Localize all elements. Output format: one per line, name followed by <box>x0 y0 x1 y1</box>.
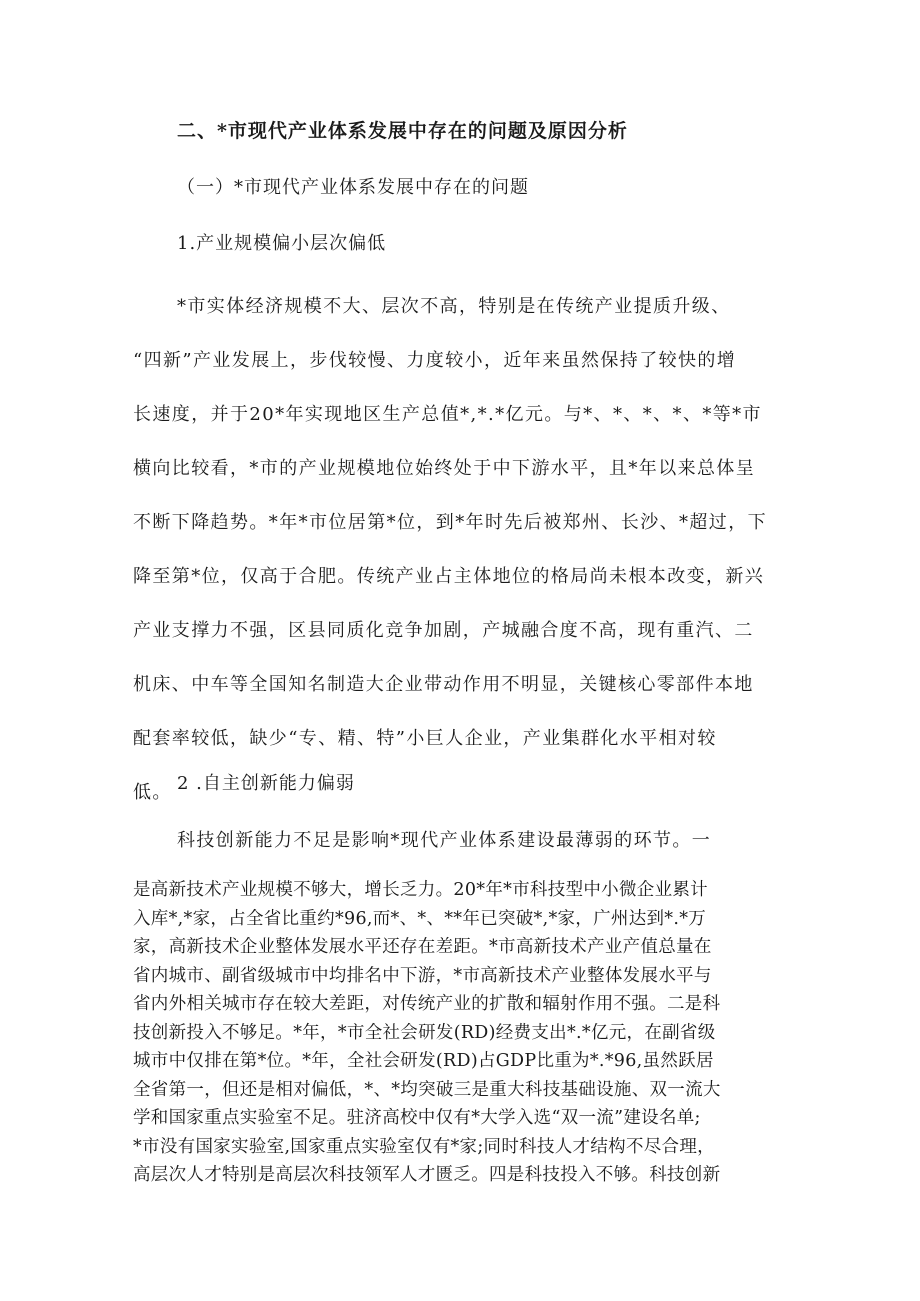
paragraph-line: 入库*,*家，占全省比重约*96,而*、*、**年已突破*,*家，广州达到*.*万 <box>133 908 707 929</box>
paragraph-line: 低。 <box>133 782 172 803</box>
paragraph-line: 全省第一，但还是相对偏低，*、*均突破三是重大科技基础设施、双一流大 <box>133 1079 721 1100</box>
paragraph-line: 产业支撑力不强，区县同质化竞争加剧，产城融合度不高，现有重汽、二 <box>133 620 754 641</box>
item-2-first-line: 科技创新能力不足是影响*现代产业体系建设最薄弱的环节。一 <box>177 830 712 851</box>
paragraph-line: 不断下降趋势。*年*市位居第*位，到*年时先后被郑州、长沙、*超过，下 <box>133 512 767 533</box>
item-1-paragraph <box>133 280 793 820</box>
paragraph-line: 是高新技术产业规模不够大，增长乏力。20*年*市科技型中小微企业累计 <box>133 880 708 900</box>
paragraph-line: 省内外相关城市存在较大差距，对传统产业的扩散和辐射作用不强。二是科 <box>133 994 721 1014</box>
paragraph-line: 学和国家重点实验室不足。驻济高校中仅有*大学入选“双一流”建设名单; <box>133 1108 701 1128</box>
paragraph-line: 城市中仅排在第*位。*年，全社会研发(RD)占GDP比重为*.*96,虽然跃居 <box>133 1051 714 1071</box>
paragraph-line: 省内城市、副省级城市中均排名中下游，*市高新技术产业整体发展水平与 <box>133 965 712 986</box>
section-heading: 二、*市现代产业体系发展中存在的问题及原因分析 <box>177 120 628 142</box>
paragraph-line: *市实体经济规模不大、层次不高，特别是在传统产业提质升级、 <box>177 296 731 317</box>
paragraph-line: 高层次人才特别是高层次科技领军人才匮乏。四是科技投入不够。科技创新 <box>133 1165 721 1185</box>
paragraph-line: 配套率较低，缺少“专、精、特”小巨人企业，产业集群化水平相对较 <box>133 728 717 749</box>
paragraph-line: 机床、中车等全国知名制造大企业带动作用不明显，关键核心零部件本地 <box>133 674 754 695</box>
item-2-paragraph <box>133 876 793 1190</box>
paragraph-line: 长速度，并于20*年实现地区生产总值*,*.*亿元。与*、*、*、*、*等*市 <box>133 404 762 425</box>
paragraph-line: 技创新投入不够足。*年，*市全社会研发(RD)经费支出*.*亿元，在副省级 <box>133 1022 716 1043</box>
paragraph-line: *市没有国家实验室,国家重点实验室仅有*家;同时科技人才结构不尽合理， <box>133 1136 715 1157</box>
paragraph-line: 横向比较看，*市的产业规模地位始终处于中下游水平，且*年以来总体呈 <box>133 458 756 479</box>
item-1-title: 1.产业规模偏小层次偏低 <box>177 233 387 254</box>
subsection-heading: （一）*市现代产业体系发展中存在的问题 <box>177 177 529 198</box>
paragraph-line: 家，高新技术企业整体发展水平还存在差距。*市高新技术产业产值总量在 <box>133 937 712 957</box>
item-2-title: 2 .自主创新能力偏弱 <box>177 773 355 794</box>
paragraph-line: 降至第*位，仅高于合肥。传统产业占主体地位的格局尚未根本改变，新兴 <box>133 566 765 587</box>
paragraph-line: “四新”产业发展上，步伐较慢、力度较小，近年来虽然保持了较快的增 <box>133 350 737 371</box>
